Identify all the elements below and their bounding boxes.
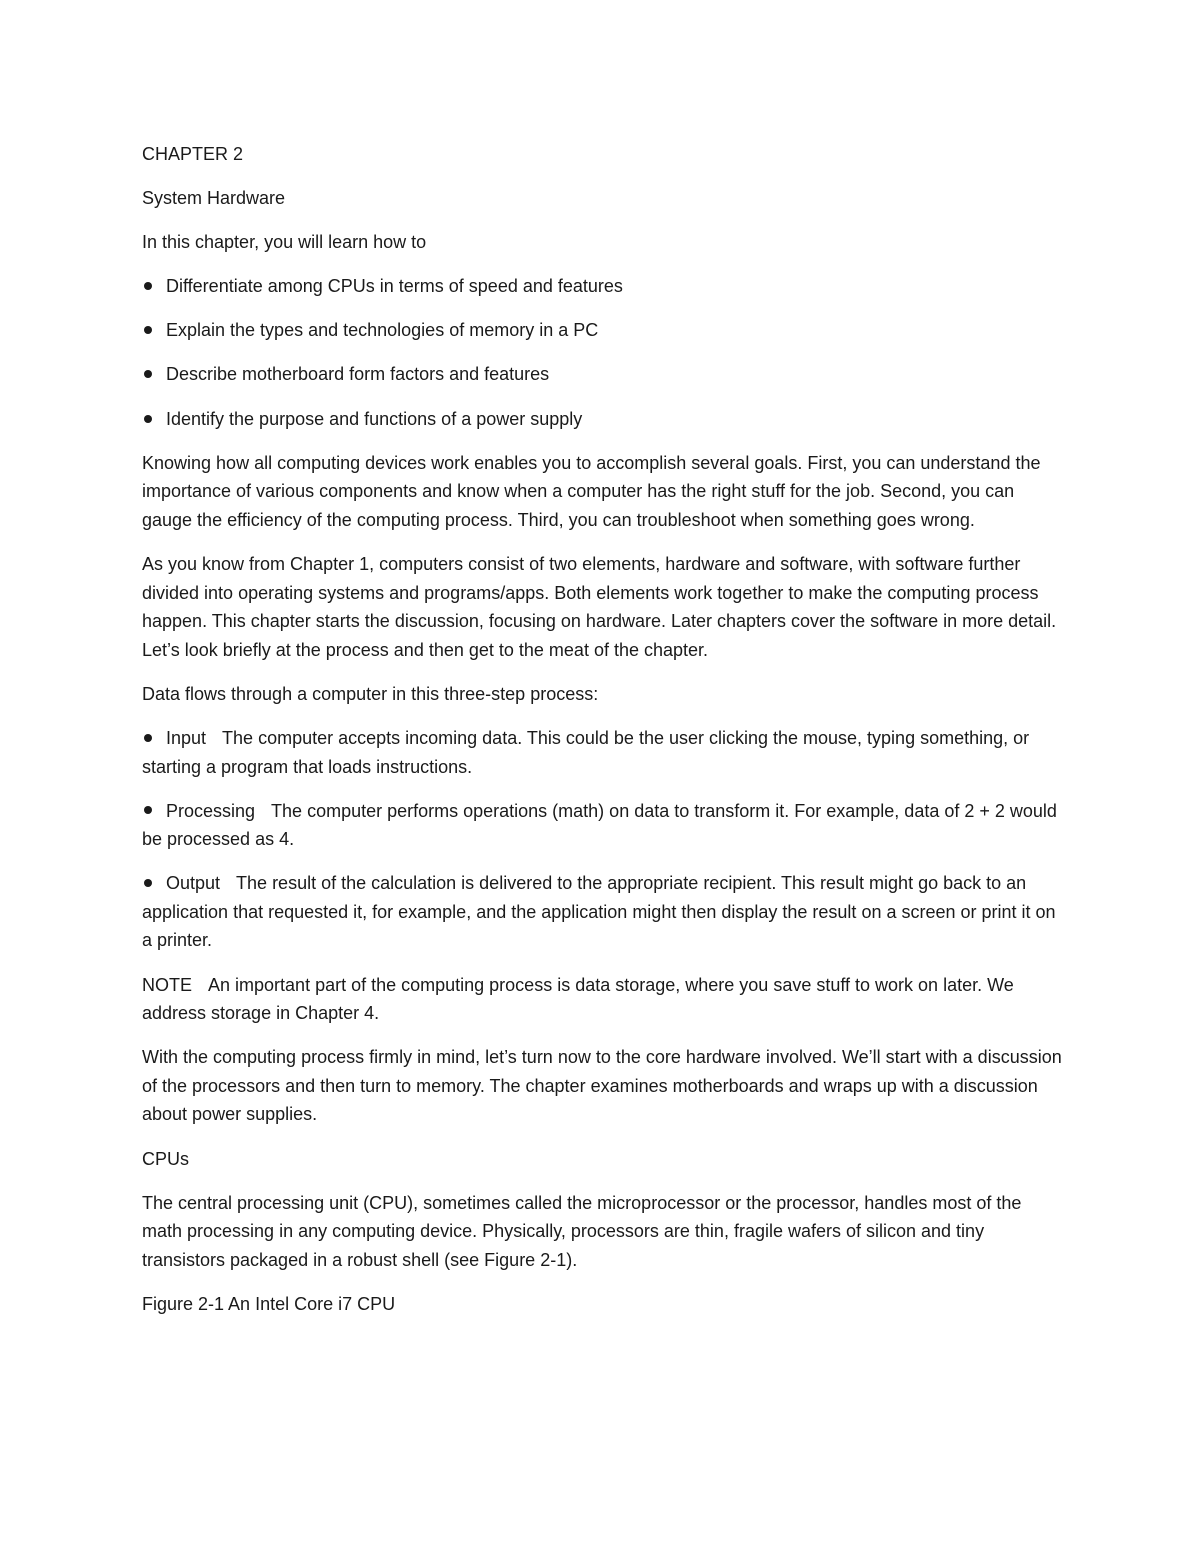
bullet-icon — [144, 806, 152, 814]
note-block — [142, 971, 1062, 1028]
note-label: NOTE — [142, 974, 193, 995]
step-text: The computer performs operations (math) on data to transform it. For example, data of 2 + 2 would be processed as 4. — [142, 800, 1057, 850]
step-item-input — [142, 724, 1062, 781]
section-heading-cpus: CPUs — [142, 1148, 190, 1169]
objective-text: Identify the purpose and functions of a power supply — [166, 408, 583, 429]
step-term: Output — [166, 873, 221, 894]
step-text: The computer accepts incoming data. This could be the user clicking the mouse, typing something, or starting a program that loads instructions. — [142, 727, 1030, 777]
paragraph-cpu: The central processing unit (CPU), sometimes called the microprocessor or the processor, handles most of the math processing in any computing device. Physically, processors are thin, fragile wafers of silicon and tiny transistors packaged in a robust shell (see Figure 2-1). — [142, 1192, 1022, 1270]
objective-item — [142, 360, 1062, 389]
paragraph-elements: As you know from Chapter 1, computers consist of two elements, hardware and software, with software further divided into operating systems and programs/apps. Both elements work together to make the computing process happen. This chapter starts the discussion, focusing on hardware. Later chapters cover the software in more detail. Let’s look briefly at the process and then get to the meat of the chapter. — [142, 553, 1057, 660]
objectives-intro: In this chapter, you will learn how to — [142, 232, 427, 253]
bullet-icon — [144, 879, 152, 887]
objective-item — [142, 272, 1062, 301]
paragraph-data-flow: Data flows through a computer in this three-step process: — [142, 683, 599, 704]
step-term: Input — [166, 727, 207, 748]
chapter-label: CHAPTER 2 — [142, 144, 244, 164]
bullet-icon — [144, 415, 152, 423]
objective-item — [142, 405, 1062, 434]
step-term: Processing — [166, 800, 256, 821]
document-page — [142, 140, 1062, 1334]
objective-item — [142, 316, 1062, 345]
bullet-icon — [144, 370, 152, 378]
step-item-processing — [142, 797, 1062, 854]
paragraph-transition: With the computing process firmly in mind, let’s turn now to the core hardware involved. We’ll start with a discussion of the processors and then turn to memory. The chapter examines motherboards and wraps up with a discussion about power supplies. — [142, 1047, 1062, 1125]
bullet-icon — [144, 326, 152, 334]
objective-text: Differentiate among CPUs in terms of speed and features — [166, 276, 623, 297]
figure-caption: Figure 2-1 An Intel Core i7 CPU — [142, 1293, 396, 1314]
chapter-title: System Hardware — [142, 188, 286, 209]
step-text: The result of the calculation is delivered to the appropriate recipient. This result might go back to an application that requested it, for example, and the application might then display the result on a screen or print it on a printer. — [142, 873, 1056, 951]
paragraph-goals: Knowing how all computing devices work enables you to accomplish several goals. First, you can understand the importance of various components and know when a computer has the right stuff for the job. Second, you can gauge the efficiency of the computing process. Third, you can troubleshoot when something goes wrong. — [142, 452, 1041, 530]
step-item-output — [142, 869, 1062, 955]
bullet-icon — [144, 282, 152, 290]
note-text: An important part of the computing process is data storage, where you save stuff to work on later. We address storage in Chapter 4. — [142, 974, 1014, 1024]
objective-text: Explain the types and technologies of memory in a PC — [166, 320, 599, 341]
objective-text: Describe motherboard form factors and features — [166, 364, 550, 385]
bullet-icon — [144, 734, 152, 742]
